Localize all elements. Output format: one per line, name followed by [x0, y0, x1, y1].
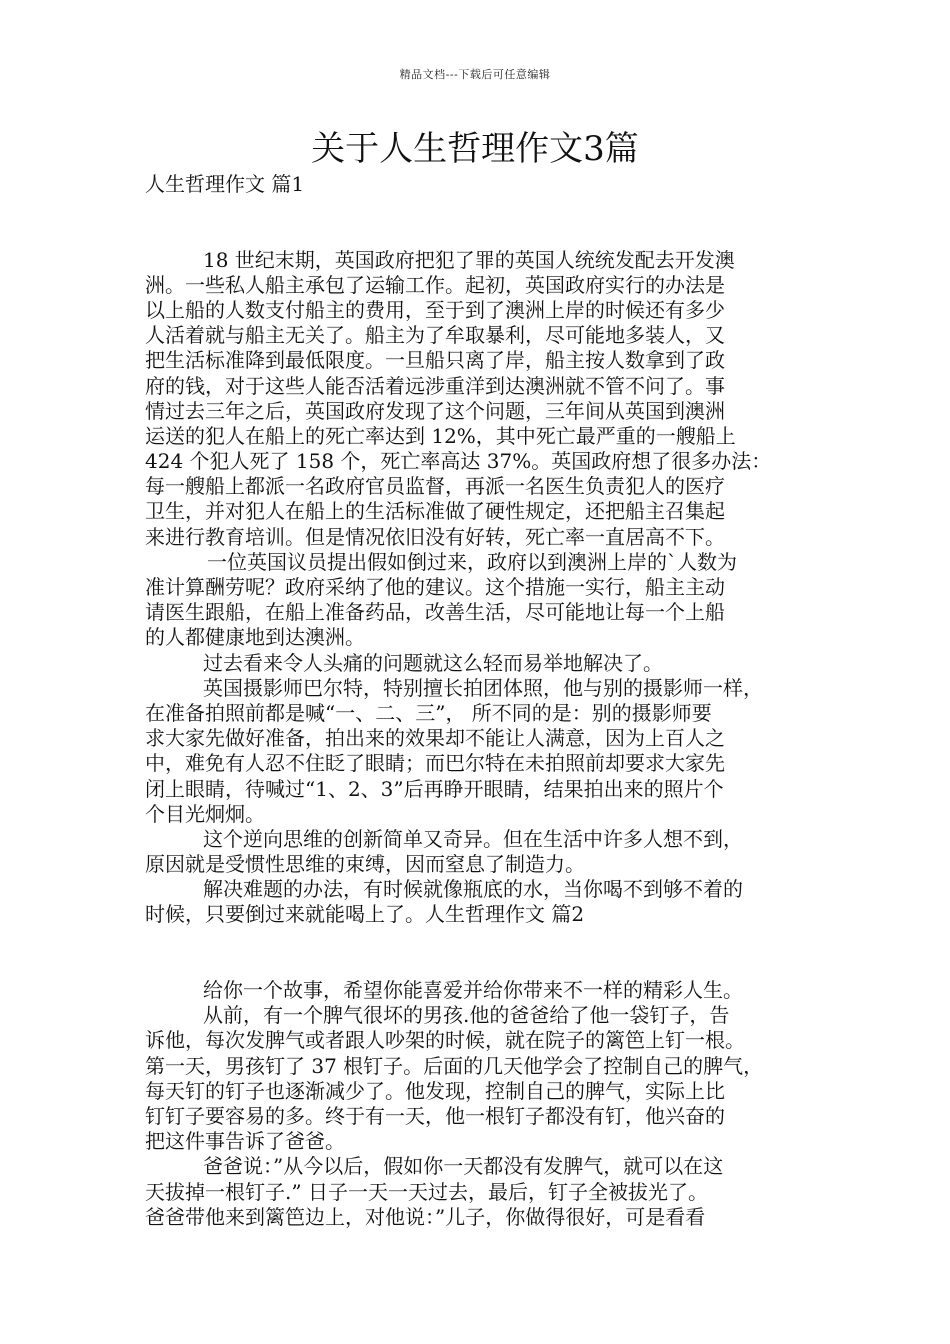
text-line: 的人都健康地到达澳洲。: [145, 625, 365, 650]
text-line: 把生活标准降到最低限度。一旦船只离了岸，船主按人数拿到了政: [145, 348, 725, 373]
text-line: 每一艘船上都派一名政府官员监督，再派一名医生负责犯人的医疗: [145, 474, 725, 499]
text-line: 以上船的人数支付船主的费用，至于到了澳洲上岸的时候还有多少: [145, 297, 725, 322]
text-line: 解决难题的办法，有时候就像瓶底的水，当你喝不到够不着的: [203, 877, 743, 902]
text-line-part: 时候，只要倒过来就能喝上了。: [145, 902, 425, 927]
section-heading-2: 人生哲理作文 篇2: [425, 902, 585, 927]
text-line: 钉钉子要容易的多。终于有一天，他一根钉子都没有钉，他兴奋的: [145, 1103, 725, 1128]
paragraph-2: [145, 550, 810, 651]
text-line: 来进行教育培训。但是情况依旧没有好转，死亡率一直居高不下。: [145, 524, 725, 549]
text-line: [145, 902, 810, 927]
paragraph-9: [145, 1154, 810, 1230]
paragraph-8: [145, 1003, 810, 1154]
text-line: 爸爸说：”从今以后，假如你一天都没有发脾气，就可以在这: [203, 1154, 724, 1179]
text-line: 卫生，并对犯人在船上的生活标准做了硬性规定，还把船主召集起: [145, 499, 725, 524]
text-line: 424 个犯人死了 158 个，死亡率高达 37%。英国政府想了很多办法：: [145, 449, 772, 474]
text-line: 过去看来令人头痛的问题就这么轻而易举地解决了。: [203, 650, 663, 675]
text-line: 情过去三年之后，英国政府发现了这个问题，三年间从英国到澳洲: [145, 398, 725, 423]
text-line: 给你一个故事，希望你能喜爱并给你带来不一样的精彩人生。: [203, 978, 743, 1003]
document-title: 关于人生哲理作文3篇: [311, 129, 639, 169]
text-line: 天拔掉一根钉子.” 日子一天一天过去，最后，钉子全被拔光了。: [145, 1179, 708, 1204]
text-line: 原因就是受惯性思维的束缚，因而窒息了制造力。: [145, 852, 585, 877]
text-line: 把这件事告诉了爸爸。: [145, 1129, 345, 1154]
text-line: 英国摄影师巴尔特，特别擅长拍团体照，他与别的摄影师一样，: [203, 675, 763, 700]
text-line: 准计算酬劳呢？政府采纳了他的建议。这个措施一实行，船主主动: [145, 575, 725, 600]
section-spacer: [145, 197, 810, 247]
text-line: 府的钱，对于这些人能否活着远涉重洋到达澳洲就不管不问了。事: [145, 373, 725, 398]
text-line: 中，难免有人忍不住眨了眼睛；而巴尔特在未拍照前却要求大家先: [145, 751, 725, 776]
text-line: 洲。一些私人船主承包了运输工作。起初，英国政府实行的办法是: [145, 272, 725, 297]
section-heading-1: 人生哲理作文 篇1: [145, 172, 305, 196]
text-line: 在准备拍照前都是喊“一、二、三”， 所不同的是：别的摄影师要: [145, 700, 712, 725]
paragraph-5: [145, 827, 810, 877]
text-line: 第一天，男孩钉了 37 根钉子。后面的几天他学会了控制自己的脾气，: [145, 1053, 764, 1078]
text-line: 请医生跟船，在船上准备药品，改善生活，尽可能地让每一个上船: [145, 600, 725, 625]
text-line: 闭上眼睛，待喊过“1、2、3”后再睁开眼睛，结果拍出来的照片个: [145, 776, 724, 801]
text-line: 人活着就与船主无关了。船主为了牟取暴利，尽可能地多装人，又: [145, 323, 725, 348]
text-line: 运送的犯人在船上的死亡率达到 12%，其中死亡最严重的一艘船上: [145, 423, 736, 448]
text-line: 爸爸带他来到篱笆边上，对他说：”儿子，你做得很好，可是看看: [145, 1204, 706, 1229]
text-line: 每天钉的钉子也逐渐减少了。他发现，控制自己的脾气，实际上比: [145, 1078, 725, 1103]
section-spacer: [145, 928, 810, 978]
text-line: 求大家先做好准备，拍出来的效果却不能让人满意，因为上百人之: [145, 726, 725, 751]
header-note: 精品文档---下载后可任意编辑: [399, 68, 551, 81]
text-line: 这个逆向思维的创新简单又奇异。但在生活中许多人想不到，: [203, 826, 743, 851]
paragraph-3: [145, 651, 810, 676]
document-body: [145, 172, 810, 1230]
paragraph-7: [145, 978, 810, 1003]
paragraph-1: [145, 248, 810, 550]
text-line: 个目光炯炯。: [145, 801, 265, 826]
text-line: 一位英国议员提出假如倒过来，政府以到澳洲上岸的`人数为: [207, 549, 737, 574]
text-line: 诉他，每次发脾气或者跟人吵架的时候，就在院子的篱笆上钉一根。: [145, 1028, 745, 1053]
text-line: 从前，有一个脾气很坏的男孩.他的爸爸给了他一袋钉子，告: [203, 1003, 730, 1028]
paragraph-4: [145, 676, 810, 827]
text-line: 18 世纪末期，英国政府把犯了罪的英国人统统发配去开发澳: [203, 247, 735, 272]
paragraph-6: [145, 877, 810, 927]
